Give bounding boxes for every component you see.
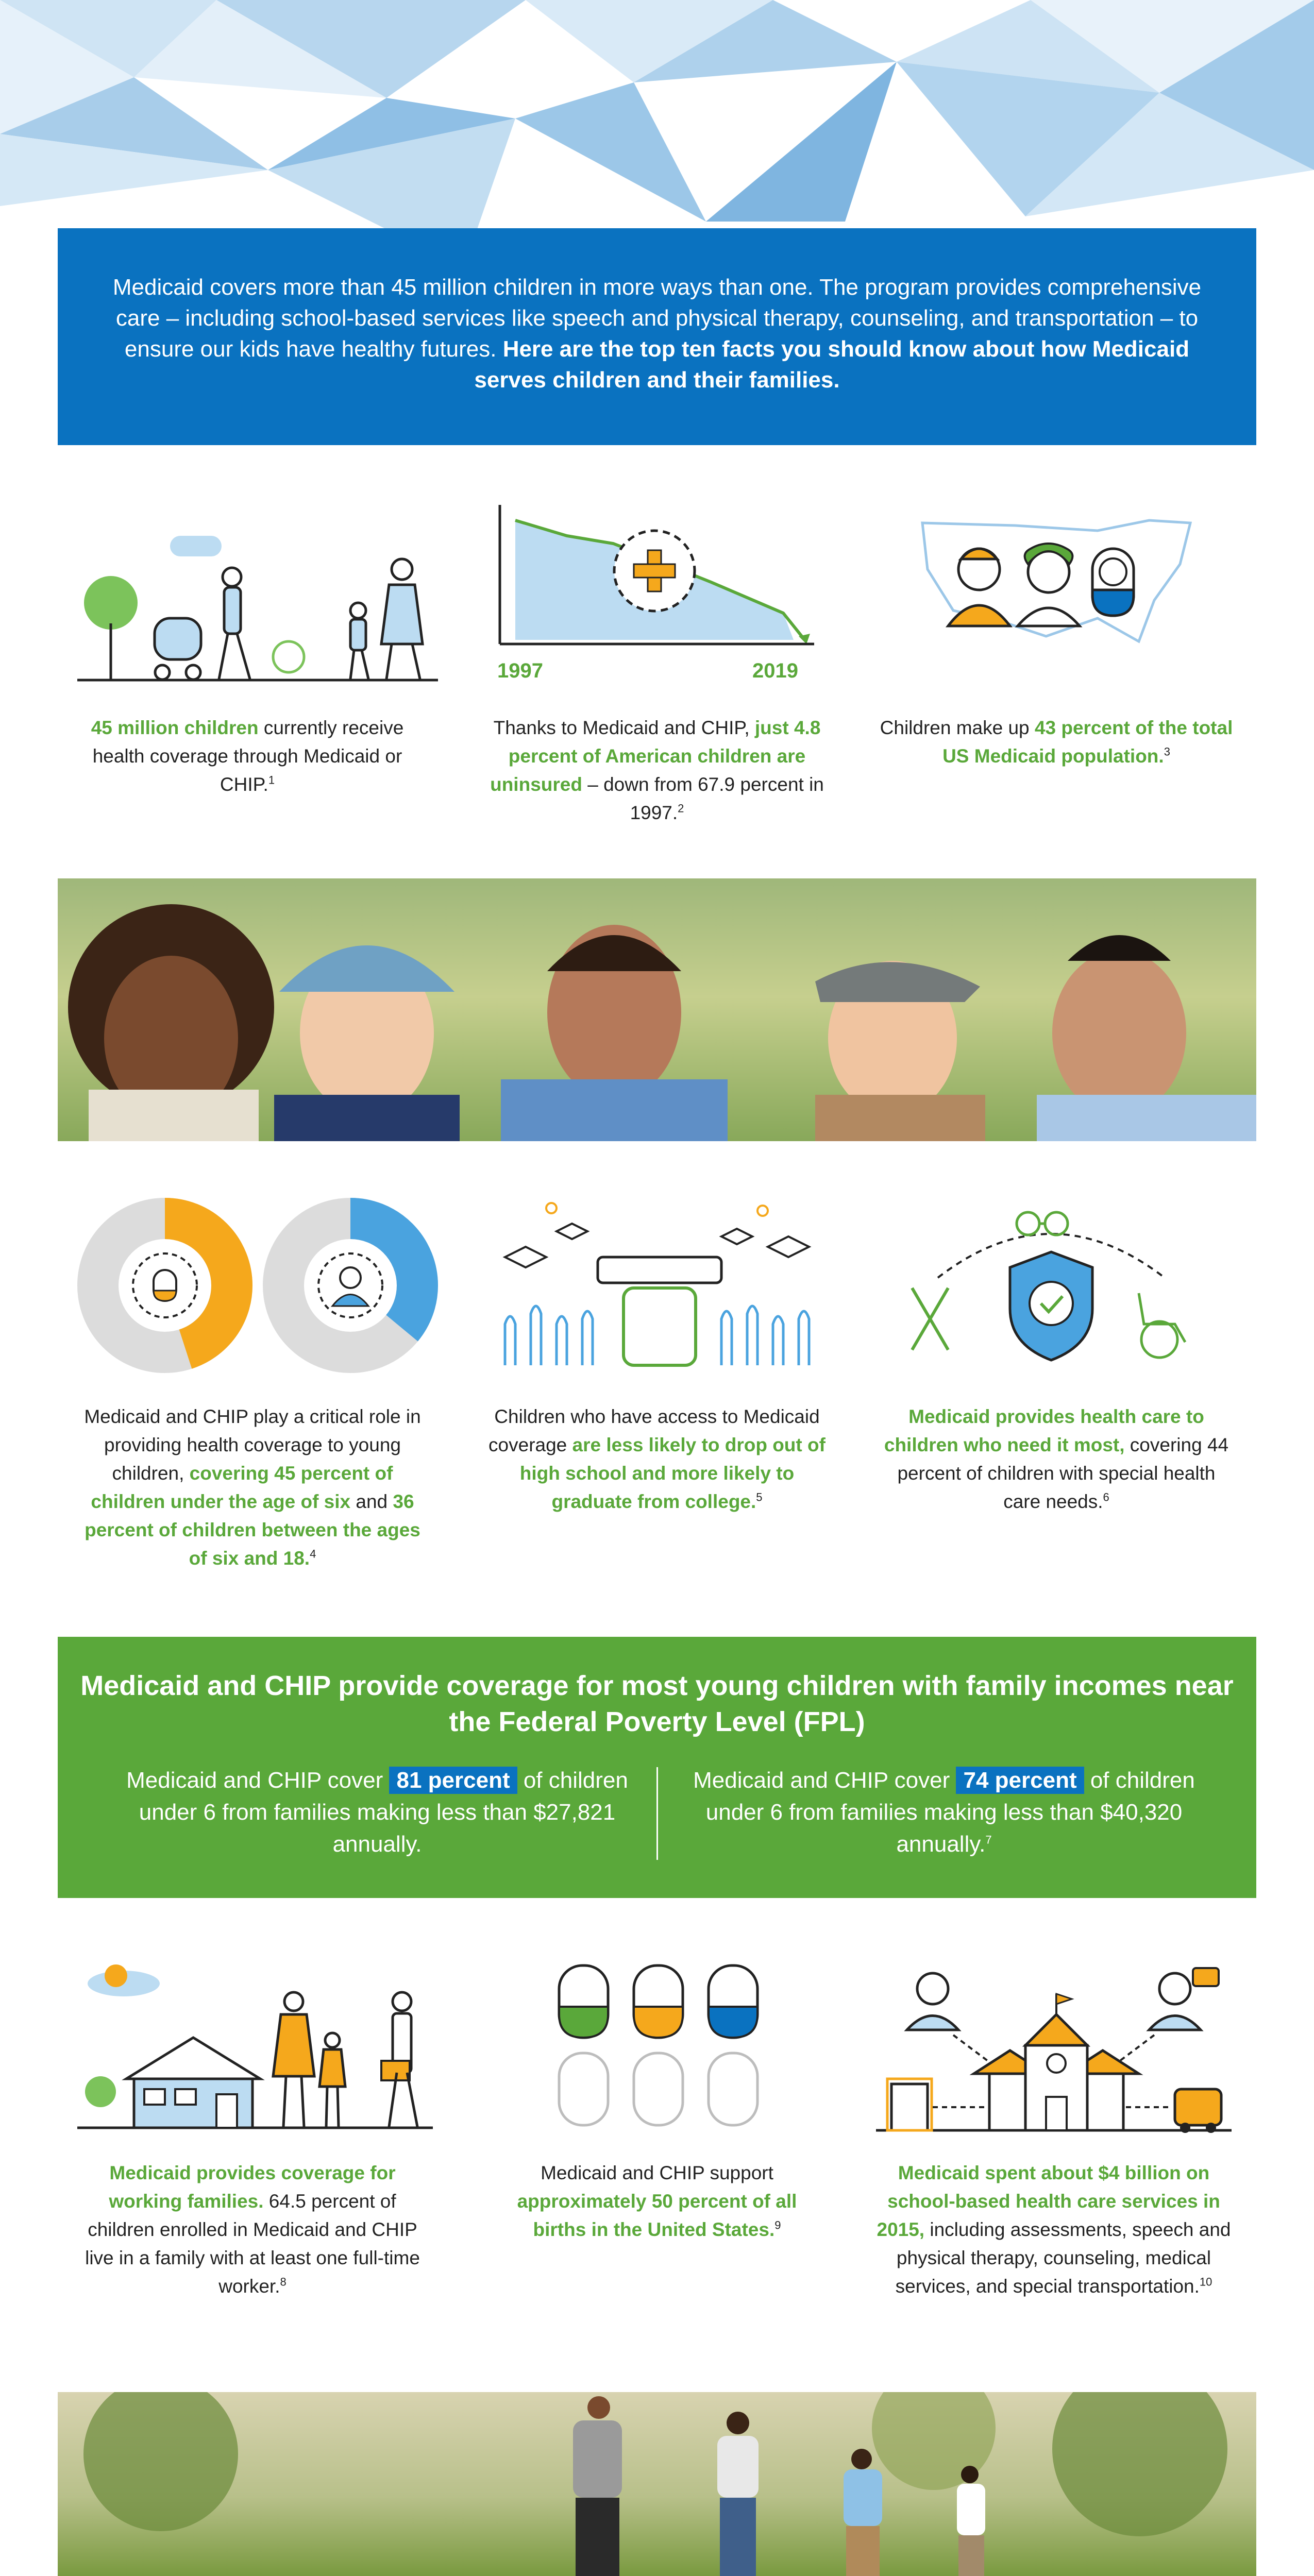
- fact-5: Children who have access to Medicaid coverage are less likely to drop out of high school and more likely to graduate from college.$^5$: [488, 1406, 826, 1512]
- fpl-coverage-banner: [58, 1637, 1256, 1898]
- fact-1: 45 million children currently receive health coverage through Medicaid or CHIP.$^1$: [91, 717, 404, 795]
- banner-divider: [656, 1767, 658, 1860]
- fact-10: Medicaid spent about $4 billion on school-based health care services in 2015, including assessments, speech and physical therapy, counseling, medical services, and special transportation.$^{10}$: [877, 2162, 1231, 2297]
- chart-end-year: 2019: [752, 659, 798, 682]
- intro-text: Medicaid covers more than 45 million children in more ways than one. The program provides comprehensive care – including school-based services like speech and physical therapy, counseling, and transportation – to ensure our kids have healthy futures.: [112, 275, 1202, 362]
- fact-3: Children make up 43 percent of the total US Medicaid population.$^3$: [880, 717, 1233, 767]
- intro-bold-text: Here are the top ten facts you should know about how Medicaid serves children and their families.: [474, 336, 1190, 393]
- donut-under-six: [98, 1218, 232, 1352]
- banner-title: Medicaid and CHIP provide coverage for most young children with family incomes near the Federal Poverty Level (FPL): [80, 1670, 1234, 1737]
- donut-six-to-eighteen: [283, 1218, 417, 1352]
- chart-start-year: 1997: [497, 659, 543, 682]
- banner-right-stat: Medicaid and CHIP cover 74 percent of children under 6 from families making less than $40,320 annually.$^7$: [693, 1768, 1195, 1857]
- banner-left-stat: Medicaid and CHIP cover 81 percent of children under 6 from families making less than $27,821 annually.: [126, 1768, 628, 1857]
- fact-8: Medicaid provides coverage for working families. 64.5 percent of children enrolled in Medicaid and CHIP live in a family with at least one full-time worker.$^8$: [85, 2162, 420, 2297]
- us-map-children-illustration: [912, 507, 1201, 657]
- children-smiling-photo: [58, 878, 1256, 1141]
- special-needs-illustration: [897, 1195, 1226, 1376]
- family-walking-illustration: [77, 520, 443, 690]
- graduation-hands-illustration: [495, 1195, 824, 1376]
- family-soccer-photo: [58, 2392, 1256, 2576]
- fact-2: Thanks to Medicaid and CHIP, just 4.8 percent of American children are uninsured – down from 67.9 percent in 1997.$^2$: [490, 717, 824, 823]
- uninsured-trend-chart: [495, 505, 824, 654]
- intro-banner: [58, 228, 1256, 445]
- fact-6: Medicaid provides health care to children who need it most, covering 44 percent of children with special health care needs.$^6$: [884, 1406, 1229, 1512]
- header-triangle-pattern: [0, 0, 1314, 268]
- fact-9: Medicaid and CHIP support approximately 50 percent of all births in the United States.$^9$: [517, 2162, 797, 2240]
- fact-4: Medicaid and CHIP play a critical role in providing health coverage to young children, covering 45 percent of children under the age of six and 36 percent of children between the ages of six and 18.$^4$: [84, 1406, 421, 1569]
- coverage-donut-charts: [77, 1195, 448, 1381]
- school-health-services-illustration: [876, 1953, 1237, 2138]
- working-family-house-illustration: [77, 1953, 438, 2138]
- babies-births-illustration: [551, 1958, 768, 2133]
